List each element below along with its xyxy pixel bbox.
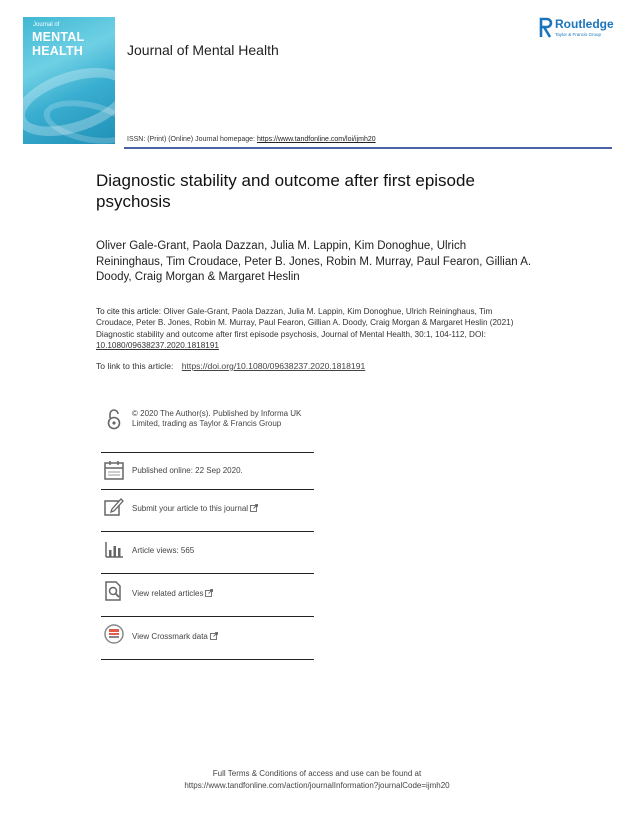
article-info-list xyxy=(101,406,314,660)
footer-line-1: Full Terms & Conditions of access and use can be found at xyxy=(212,769,422,778)
issn-line xyxy=(127,136,376,143)
header-divider xyxy=(124,147,612,149)
routledge-r-icon xyxy=(539,17,553,39)
footer-terms-link[interactable]: https://www.tandfonline.com/action/journalInformation?journalCode=ijmh20 xyxy=(184,780,450,790)
publisher-tagline: Taylor & Francis Group xyxy=(555,32,602,37)
citation-block xyxy=(96,306,526,351)
related-articles-label: View related articles xyxy=(132,589,204,598)
open-access-icon xyxy=(103,408,125,430)
article-link-row xyxy=(96,361,365,371)
crossmark-link[interactable] xyxy=(101,617,314,660)
publisher-logo[interactable] xyxy=(539,17,619,43)
list-item xyxy=(101,532,314,574)
submit-article-text xyxy=(132,504,258,514)
external-link-icon xyxy=(210,632,218,640)
crossmark-label: View Crossmark data xyxy=(132,632,208,641)
terms-footer xyxy=(0,768,634,791)
list-item xyxy=(101,453,314,490)
list-item xyxy=(101,406,314,453)
calendar-icon xyxy=(103,459,125,481)
citation-text: Oliver Gale-Grant, Paola Dazzan, Julia M. Lappin, Kim Donoghue, Ulrich Reininghaus, Tim Croudace, Peter B. Jones, Robin M. Murray, Paul Fearon, Gillian A. Doody, Craig Morgan & Margaret Heslin (2021) Diagnostic stability and outcome after first episode psychosis, Journal of Mental Health, 30:1, 104-112, DOI: xyxy=(96,307,514,339)
external-link-icon xyxy=(205,589,213,597)
citation-label: To cite this article: xyxy=(96,307,164,316)
issn-text: ISSN: (Print) (Online) Journal homepage: xyxy=(127,136,257,143)
copyright-text: © 2020 The Author(s). Published by Informa UK Limited, trading as Taylor & Francis Group xyxy=(132,409,302,428)
related-articles-link[interactable] xyxy=(101,574,314,617)
published-date-text: Published online: 22 Sep 2020. xyxy=(132,466,243,475)
publisher-name: Routledge xyxy=(555,17,614,31)
article-authors: Oliver Gale-Grant, Paola Dazzan, Julia M. Lappin, Kim Donoghue, Ulrich Reininghaus, Tim Croudace, Peter B. Jones, Robin M. Murray, Paul Fearon, Gillian A. Doody, Craig Morgan & Margaret Heslin xyxy=(96,240,532,283)
journal-homepage-link[interactable]: https://www.tandfonline.com/loi/ijmh20 xyxy=(256,136,376,143)
edit-icon xyxy=(103,496,125,518)
journal-name[interactable]: Journal of Mental Health xyxy=(127,42,279,58)
cover-journal-of: Journal of xyxy=(33,22,60,28)
article-doi-link[interactable]: https://doi.org/10.1080/09638237.2020.1818191 xyxy=(181,361,366,371)
bar-chart-icon xyxy=(103,538,125,560)
journal-cover-image xyxy=(23,17,115,144)
related-articles-text xyxy=(132,589,213,599)
crossmark-icon xyxy=(103,623,125,645)
article-views-text: Article views: 565 xyxy=(132,546,195,555)
submit-article-link[interactable] xyxy=(101,490,314,532)
link-label: To link to this article: xyxy=(96,361,176,371)
external-link-icon xyxy=(250,504,258,512)
related-articles-icon xyxy=(103,580,125,602)
cover-mental: MENTAL xyxy=(32,30,85,44)
article-title: Diagnostic stability and outcome after first episode psychosis xyxy=(96,171,475,211)
submit-article-label: Submit your article to this journal xyxy=(132,504,249,513)
cover-health: HEALTH xyxy=(32,44,83,58)
crossmark-text xyxy=(132,632,218,642)
citation-doi-link[interactable]: 10.1080/09638237.2020.1818191 xyxy=(96,340,219,350)
